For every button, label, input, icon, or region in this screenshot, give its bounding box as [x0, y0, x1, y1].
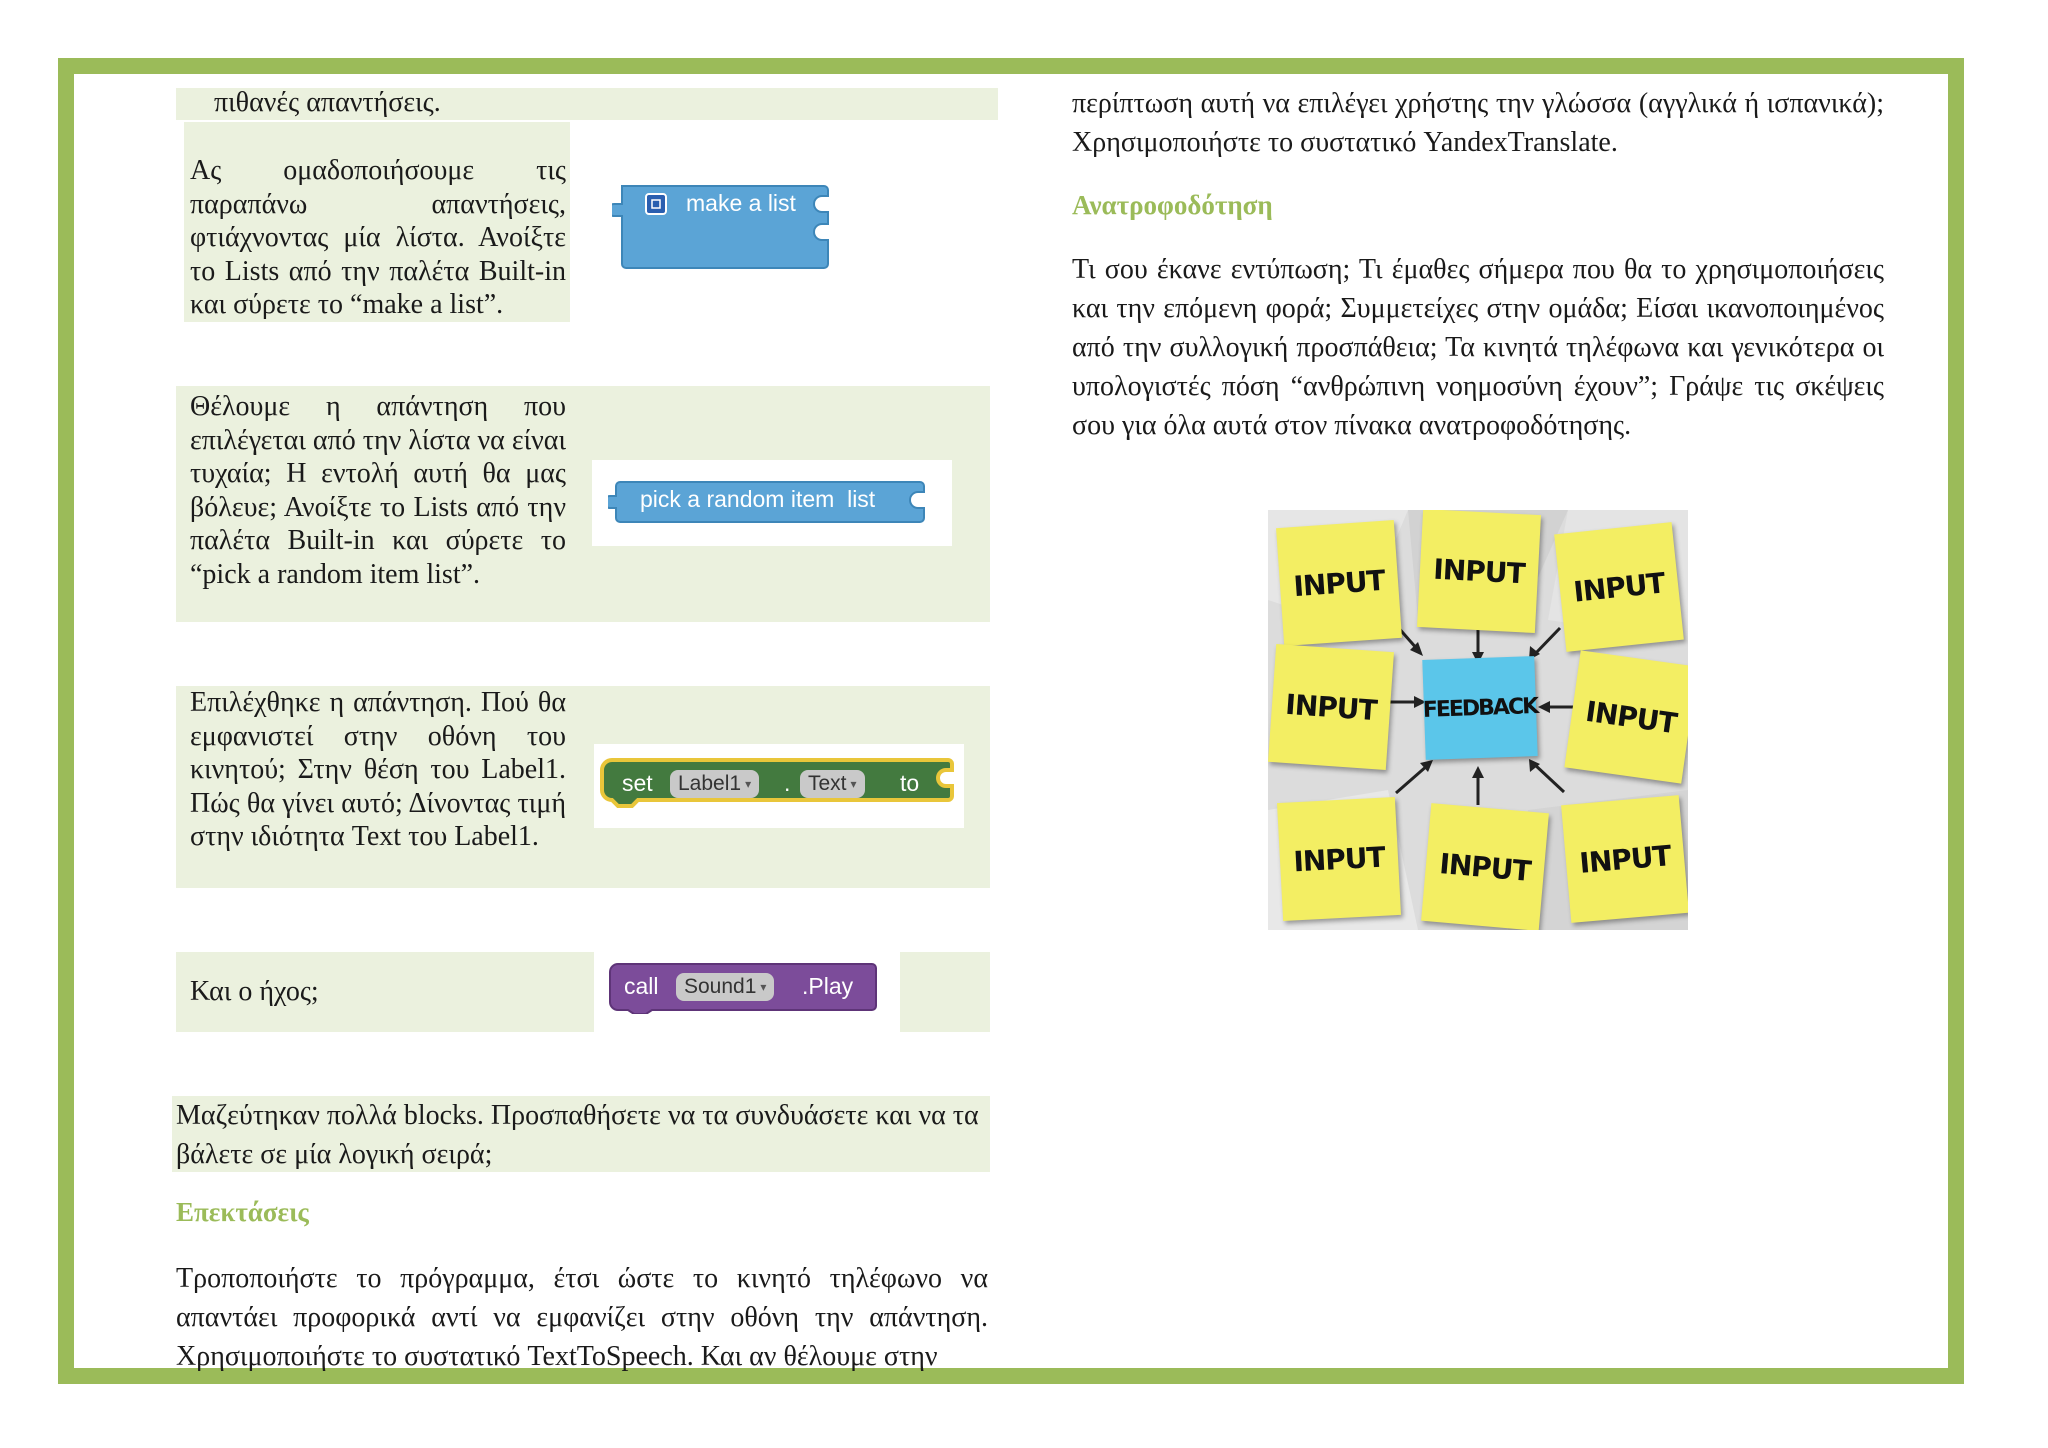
input-note-3: INPUT	[1554, 522, 1684, 652]
call-keyword: call	[624, 973, 659, 999]
input-note-8: INPUT	[1561, 795, 1688, 923]
row3-text: Επιλέχθηκε η απάντηση. Πού θα εμφανιστεί στην οθόνη του κινητού; Στην θέση του Label1. Πώς θα γίνει αυτό; Δίνοντας τιμή στην ιδιότητα Text του Label1.	[190, 687, 566, 852]
feedback-sticky-notes-image	[1268, 510, 1688, 930]
to-keyword: to	[900, 770, 920, 796]
label1-dropdown-text: Label1	[678, 772, 742, 795]
row4-text: Και ο ήχος;	[190, 976, 319, 1007]
row1-text: Ας ομαδοποιήσουμε τις παραπάνω απαντήσεις, φτιάχνοντας μία λίστα. Ανοίξτε το Lists από την παλέτα Built-in και σύρετε το “make a list”.	[190, 155, 566, 320]
row0-text: πιθανές απαντήσεις.	[214, 87, 441, 118]
extensions-text: Τροποποιήστε το πρόγραμμα, έτσι ώστε το κινητό τηλέφωνο να απαντάει προφορικά αντί να εμφανίζει στην οθόνη την απάντηση. Χρησιμοποιήστε το συστατικό TextToSpeech. Και αν θέλουμε στην	[176, 1263, 988, 1372]
continuation-text: περίπτωση αυτή να επιλέγει χρήστης την γλώσσα (αγγλικά ή ισπανικά); Χρησιμοποιήστε το συστατικό YandexTranslate.	[1072, 88, 1884, 158]
sound1-dropdown-text: Sound1	[684, 975, 757, 998]
pick-random-item-label: pick a random item list	[640, 486, 876, 512]
row5-text: Μαζεύτηκαν πολλά blocks. Προσπαθήσετε να τα συνδυάσετε και να τα βάλετε σε μία λογική σειρά;	[176, 1100, 979, 1170]
set-keyword: set	[622, 770, 653, 796]
row2-text: Θέλουμε η απάντηση που επιλέγεται από την λίστα να είναι τυχαία; Η εντολή αυτή θα μας βόλευε; Ανοίξτε το Lists από την παλέτα Built-in και σύρετε το “pick a random item list”.	[190, 391, 566, 590]
make-a-list-label: make a list	[686, 190, 796, 216]
text-property-dropdown	[800, 770, 865, 798]
text-property-dropdown-text: Text	[808, 772, 847, 795]
dropdown-arrow-icon: ▾	[760, 980, 767, 995]
input-note-6: INPUT	[1277, 797, 1401, 921]
play-method: .Play	[802, 973, 854, 999]
input-note-1: INPUT	[1276, 520, 1402, 646]
sound1-dropdown	[676, 973, 774, 1001]
extensions-heading: Επεκτάσεις	[176, 1197, 309, 1227]
feedback-note: FEEDBACK	[1422, 656, 1537, 760]
label1-dropdown	[670, 770, 759, 798]
feedback-text: Τι σου έκανε εντύπωση; Τι έμαθες σήμερα που θα το χρησιμοποιήσεις και την επόμενη φορά; Συμμετείχες στην ομάδα; Είσαι ικανοποιημένος από την συλλογική προσπάθεια; Τα κινητά τηλέφωνα και γενικότερα οι υπολογιστές πόση “ανθρώπινη νοημοσύνη έχουν”; Γράψε τις σκέψεις σου για όλα αυτά στον πίνακα ανατροφοδότησης.	[1072, 254, 1884, 441]
dropdown-arrow-icon: ▾	[850, 777, 857, 792]
dropdown-arrow-icon: ▾	[745, 777, 752, 792]
feedback-heading: Ανατροφοδότηση	[1072, 190, 1273, 220]
dot-separator: .	[784, 770, 791, 796]
input-note-4: INPUT	[1268, 644, 1394, 770]
input-note-5: INPUT	[1564, 650, 1688, 783]
input-note-2: INPUT	[1417, 510, 1541, 633]
input-note-7: INPUT	[1421, 803, 1549, 930]
